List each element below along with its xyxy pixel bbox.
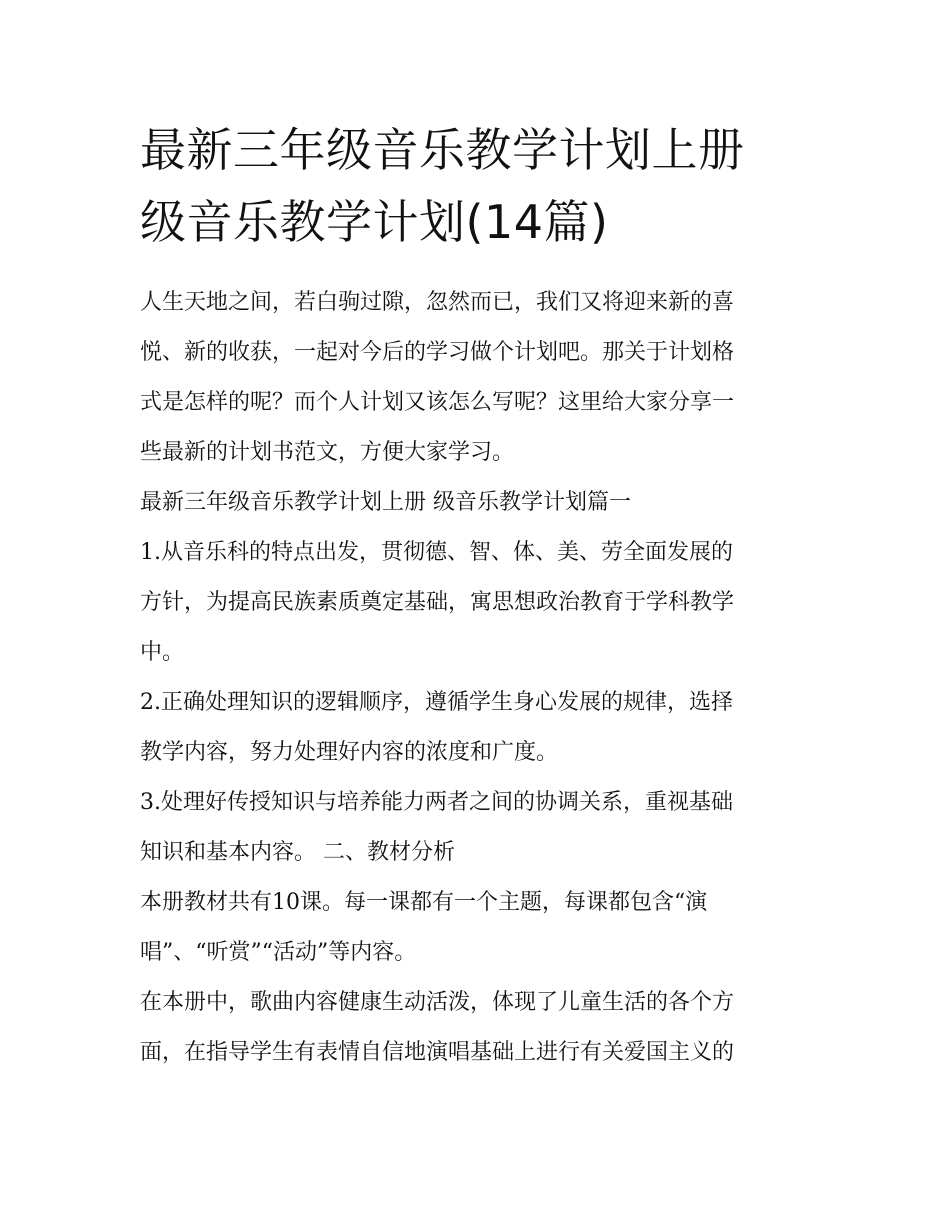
- text-line: 人生天地之间，若白驹过隙，忽然而已，我们又将迎来新的喜: [140, 290, 735, 315]
- paragraph-item-2: [140, 678, 820, 778]
- paragraph-intro: [140, 278, 820, 478]
- text-line: 在本册中，歌曲内容健康生动活泼，体现了儿童生活的各个方: [140, 990, 735, 1015]
- text-line: 3.处理好传授知识与培养能力两者之间的协调关系，重视基础: [140, 790, 733, 815]
- text-line: 些最新的计划书范文，方便大家学习。: [140, 440, 515, 465]
- text-line: 知识和基本内容。 二、教材分析: [140, 840, 455, 865]
- title-line: 级音乐教学计划(14篇): [140, 195, 609, 249]
- paragraph-item-1: [140, 528, 820, 678]
- text-line: 悦、新的收获，一起对今后的学习做个计划吧。那关于计划格: [140, 340, 735, 365]
- text-line: 式是怎样的呢？而个人计划又该怎么写呢？这里给大家分享一: [140, 390, 735, 415]
- text-line: 面，在指导学生有表情自信地演唱基础上进行有关爱国主义的: [140, 1040, 735, 1065]
- paragraph-content: [140, 978, 820, 1078]
- text-line: 2.正确处理知识的逻辑顺序，遵循学生身心发展的规律，选择: [140, 690, 733, 715]
- text-line: 本册教材共有10课。每一课都有一个主题，每课都包含“演: [140, 890, 708, 915]
- document-title: [140, 114, 830, 258]
- text-line: 教学内容，努力处理好内容的浓度和广度。: [140, 740, 559, 765]
- text-line: 唱”、“听赏”“活动”等内容。: [140, 940, 417, 965]
- section-heading: [140, 478, 820, 528]
- text-line: 1.从音乐科的特点出发，贯彻德、智、体、美、劳全面发展的: [140, 540, 733, 565]
- document-body: [140, 278, 820, 1078]
- paragraph-item-3: [140, 778, 820, 878]
- text-line: 中。: [140, 640, 185, 665]
- title-line: 最新三年级音乐教学计划上册: [140, 123, 745, 177]
- text-line: 最新三年级音乐教学计划上册 级音乐教学计划篇一: [140, 490, 631, 515]
- paragraph-textbook: [140, 878, 820, 978]
- text-line: 方针，为提高民族素质奠定基础，寓思想政治教育于学科教学: [140, 590, 735, 615]
